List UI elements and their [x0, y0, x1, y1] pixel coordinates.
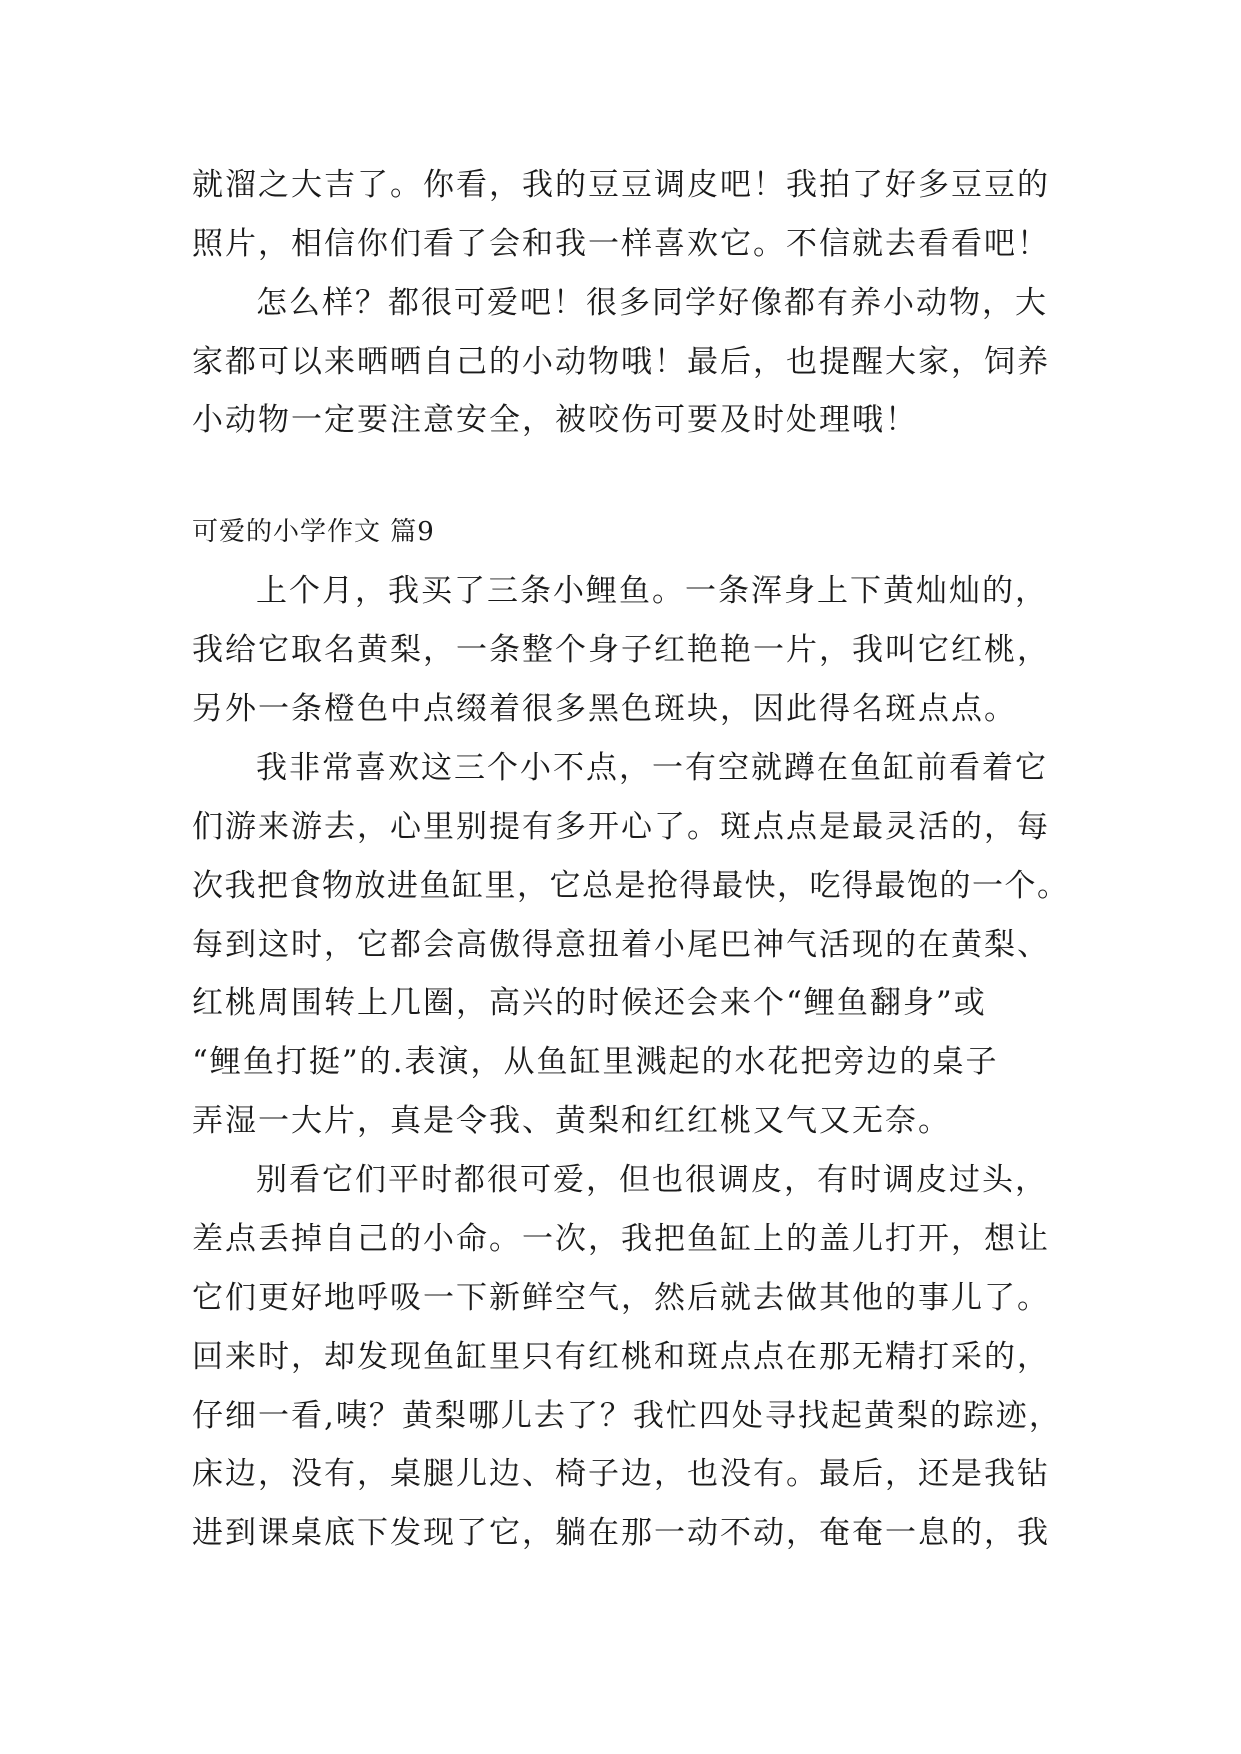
text-line: 怎么样？都很可爱吧！很多同学好像都有养小动物，大: [256, 285, 1048, 321]
text-line: 我非常喜欢这三个小不点，一有空就蹲在鱼缸前看着它: [256, 750, 1048, 786]
text-line: “鲤鱼打挺”的.表演，从鱼缸里溅起的水花把旁边的桌子: [192, 1044, 999, 1080]
text-line: 上个月，我买了三条小鲤鱼。一条浑身上下黄灿灿的，: [256, 573, 1048, 609]
text-line: 小动物一定要注意安全，被咬伤可要及时处理哦！: [192, 402, 918, 438]
text-line: 红桃周围转上几圈，高兴的时候还会来个“鲤鱼翻身”或: [192, 985, 987, 1021]
text-line: 回来时，却发现鱼缸里只有红桃和斑点点在那无精打采的，: [192, 1339, 1050, 1375]
text-line: 进到课桌底下发现了它，躺在那一动不动，奄奄一息的，我: [192, 1515, 1050, 1551]
text-line: 它们更好地呼吸一下新鲜空气，然后就去做其他的事儿了。: [192, 1280, 1050, 1316]
text-line: 床边，没有，桌腿儿边、椅子边，也没有。最后，还是我钻: [192, 1456, 1050, 1492]
text-line: 弄湿一大片，真是令我、黄梨和红红桃又气又无奈。: [192, 1103, 951, 1139]
text-line: 别看它们平时都很可爱，但也很调皮，有时调皮过头，: [256, 1162, 1048, 1198]
text-line: 仔细一看,咦？黄梨哪儿去了？我忙四处寻找起黄梨的踪迹，: [192, 1398, 1062, 1434]
text-line: 家都可以来晒晒自己的小动物哦！最后，也提醒大家，饲养: [192, 344, 1050, 380]
text-line: 就溜之大吉了。你看，我的豆豆调皮吧！我拍了好多豆豆的: [192, 167, 1050, 203]
text-line: 照片，相信你们看了会和我一样喜欢它。不信就去看看吧！: [192, 226, 1050, 262]
text-line: 次我把食物放进鱼缸里，它总是抢得最快，吃得最饱的一个。: [192, 868, 1070, 904]
text-line: 们游来游去，心里别提有多开心了。斑点点是最灵活的，每: [192, 809, 1050, 845]
text-line: 另外一条橙色中点缀着很多黑色斑块，因此得名斑点点。: [192, 691, 1017, 727]
text-line: 我给它取名黄梨，一条整个身子红艳艳一片，我叫它红桃，: [192, 632, 1050, 668]
text-line: 每到这时，它都会高傲得意扭着小尾巴神气活现的在黄梨、: [192, 927, 1050, 963]
text-line: 差点丢掉自己的小命。一次，我把鱼缸上的盖儿打开，想让: [192, 1221, 1050, 1257]
section-heading: 可爱的小学作文 篇9: [192, 517, 435, 547]
